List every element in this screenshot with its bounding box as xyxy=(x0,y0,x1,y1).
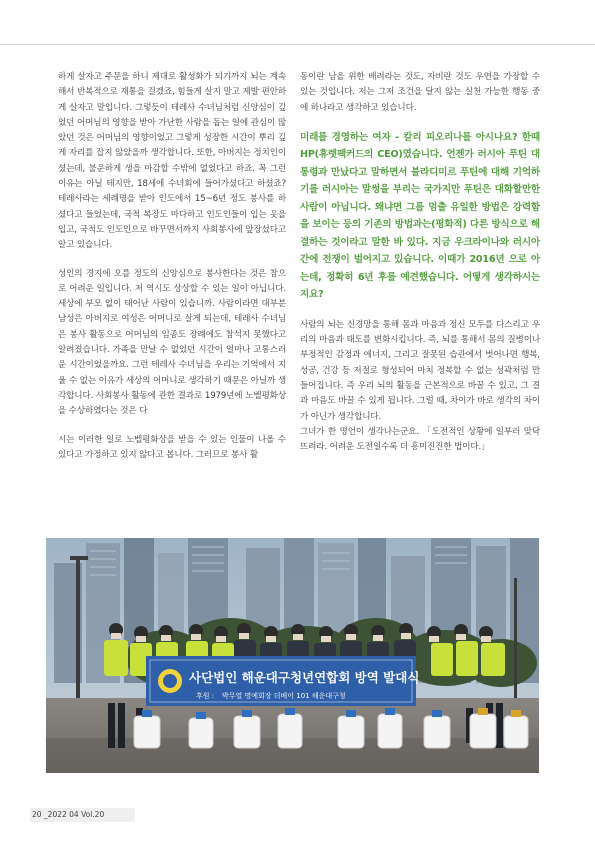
body-paragraph: 시는 이러한 일로 노벨평화상을 받을 수 있는 인물이 나올 수 있다고 가정하고 있지 않다고 봅니다. 그러므로 봉사 활 xyxy=(58,434,286,460)
banner-sponsor-label: 후원 : xyxy=(196,692,215,700)
event-banner xyxy=(146,656,419,706)
banner-title: 사단법인 해운대구청년연합회 방역 발대식 xyxy=(189,670,420,685)
body-paragraph: 하게 살자고 주문을 하니 제대로 활성화가 되기까지 뇌는 계속해서 반복적으로 재통을 걸겠죠, 힘들게 살지 말고 제발 편안하게 살자고 말입니다. 그렇듯이 테레사 수녀님처럼 신앙심이 깊었던 어머님의 영향을 받아 가난한 사람을 돕는 일에 관심이 많았던 것은 어머님의 영향이었고 그렇게 성장한 시간이 뿌리 깊게 자리를 잡지 않았을까 생각합니다. 또한, 아버지는 정치인이셨는데, 불운하게 생을 마감할 수밖에 없었다고 하죠. 꼭 그런 이유는 아닐 테지만, 18세에 수녀회에 들어가셨다고 하셨죠? 테레사라는 세례명을 받아 인도에서 15~6년 정도 봉사를 하셨다고 들었는데, 국적 복장도 마다하고 인도인들이 입는 옷을 입고, 국적도 인도인으로 바꾸면서까지 사회봉사에 앞장섰다고 알고 있습니다. xyxy=(58,72,286,251)
body-paragraph: 동이란 남을 위한 배려라는 것도, 자비란 것도 우연을 가장할 수 있는 것입니다. 저는 그저 조건을 달지 않는 실천 가능한 행동 중에 하나라고 생각하고 있습니다. xyxy=(300,72,540,113)
interview-question: 미래를 경영하는 여자 - 칼리 피오리나를 아시나요? 한때 HP(휴렛팩커드의 CEO)였습니다. 언젠가 러시아 푸틴 대통령과 만났다고 말하면서 블라디미르 푸틴에 대해 기억하기를 러시아는 말썽을 부리는 국가지만 푸틴은 대화할만한 사람이 아닙니다. 왜냐면 그를 멈출 유일한 방법은 강력함을 보이는 등의 기존의 방법과는(평화적) 다른 방식으로 해결하는 것이라고 말한 바 있다. 지금 우크라이나와 러시아 간에 전쟁이 벌어지고 있습니다. 이때가 2016년 으로 아는데, 정확히 6년 후를 예견했습니다. 어떻게 생각하시는지요? xyxy=(300,131,540,301)
quote-paragraph: 그녀가 한 명언이 생각나는군요. 「도전적인 상황에 일부러 맞닥뜨려라. 어려운 도전일수록 더 흥미진진한 법이다.」 xyxy=(300,426,540,453)
body-paragraph: 성인의 경지에 오를 정도의 신앙심으로 봉사한다는 것은 참으로 어려운 일입니다. 저 역시도 상상할 수 있는 일이 아닙니다. 세상에 부모 없이 태어난 사람이 있습니까. 사람이라면 대부분 남성은 아버지로 여성은 어머니로 살게 되는데, 테레사 수녀님은 봉사 활동으로 어머님의 임종도 장례에도 참석지 못했다고 알려졌습니다. 가족을 만날 수 없었던 시간이 얼마나 고통스러운 시간이었을까요. 그런 테레사 수녀님을 우리는 기억에서 지울 수 없는 이유가 세상의 어머니로 생각하기 때문은 아닐까 생각합니다. 사회봉사 활동에 관한 결과로 1979년에 노벨평화상을 수상하였다는 것은 다 xyxy=(58,268,286,417)
interview-answer: 사람의 뇌는 신경망을 통해 몸과 마음과 정신 모두를 다스리고 우리의 마음과 태도를 변화시킵니다. 즉, 뇌를 통해서 몸의 질병이나 부정적인 감정과 에너지, 그리고 잘못된 습관에서 벗어나면 행복, 성공, 건강 등 저절로 형성되어 마치 정복할 수 없는 성곽처럼 만들어집니다. 즉 우리 뇌의 활동을 근본적으로 바꿀 수 있고, 그 결과 마음도 바꿀 수 있게 됩니다. 그럴 때, 차이가 바로 생각의 차이가 아닌가 생각합니다. xyxy=(300,319,540,422)
banner-sponsors: 박무열 명예회장 더베이 101 해운대구청 xyxy=(222,692,346,700)
header-rule xyxy=(0,44,595,45)
event-photo xyxy=(46,538,539,773)
right-column xyxy=(300,70,540,469)
page-number-footer: 20 _2022 04 Vol.20 xyxy=(32,810,105,819)
left-column xyxy=(58,70,286,476)
